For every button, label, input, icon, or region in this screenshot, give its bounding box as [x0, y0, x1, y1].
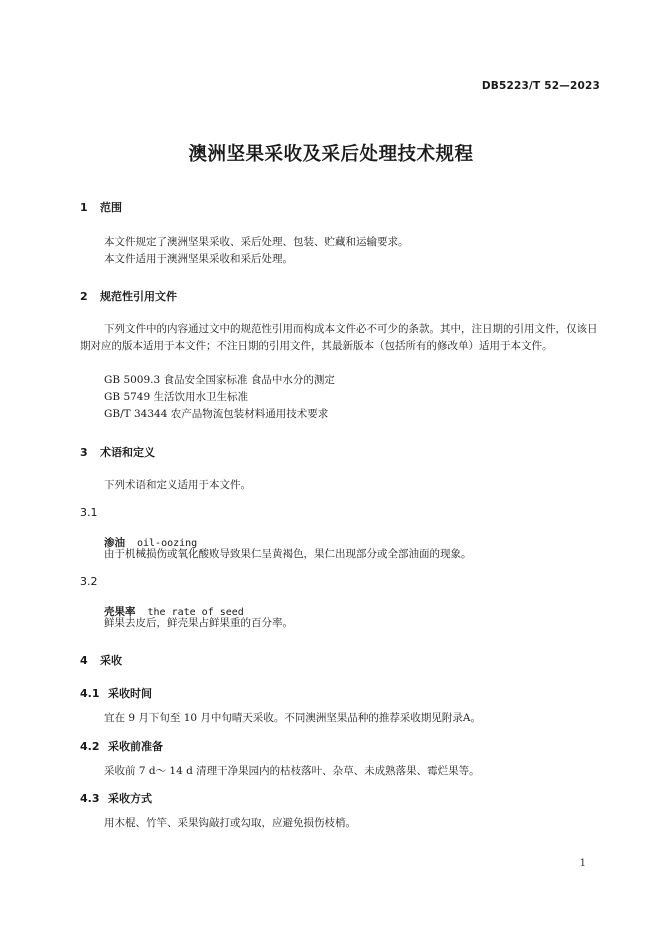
clause-4-2-number: 4.2 — [80, 740, 100, 753]
clause-4-1-title: 采收时间 — [108, 687, 152, 700]
section-3-title: 术语和定义 — [100, 446, 155, 459]
section-1-paragraph-1: 本文件规定了澳洲坚果采收、采后处理、包装、贮藏和运输要求。 — [104, 236, 409, 248]
section-3-heading — [80, 444, 155, 460]
term-3-2-number: 3.2 — [80, 575, 98, 588]
term-3-2-english: the rate of seed — [147, 607, 244, 618]
section-3-intro: 下列术语和定义适用于本文件。 — [104, 479, 251, 491]
reference-item: GB 5009.3 食品安全国家标准 食品中水分的测定 — [104, 374, 335, 386]
section-4-heading — [80, 652, 122, 668]
term-3-1-chinese: 渗油 — [104, 537, 125, 549]
clause-4-3-text: 用木棍、竹竿、采果钩敲打或勾取，应避免损伤枝梢。 — [104, 817, 356, 829]
document-code: DB5223/T 52—2023 — [481, 80, 600, 92]
section-4-title: 采收 — [100, 654, 122, 667]
section-2-title: 规范性引用文件 — [100, 290, 177, 303]
reference-item: GB/T 34344 农产品物流包装材料通用技术要求 — [104, 408, 329, 420]
document-title: 澳洲坚果采收及采后处理技术规程 — [188, 144, 474, 165]
reference-item: GB 5749 生活饮用水卫生标准 — [104, 391, 249, 403]
term-3-2-definition: 鲜果去皮后，鲜壳果占鲜果重的百分率。 — [104, 617, 293, 629]
section-1-heading — [80, 199, 122, 215]
clause-4-3-heading — [80, 790, 152, 806]
clause-4-2-title: 采收前准备 — [108, 740, 163, 753]
clause-4-3-title: 采收方式 — [108, 792, 152, 805]
clause-4-2-text: 采收前 7 d～ 14 d 清理干净果园内的枯枝落叶、杂草、未成熟落果、霉烂果等。 — [104, 765, 480, 777]
clause-4-2-heading — [80, 738, 163, 754]
term-3-1-english: oil-oozing — [137, 538, 198, 549]
section-1-title: 范围 — [100, 201, 122, 214]
page-number: 1 — [579, 858, 586, 869]
section-1-paragraph-2: 本文件适用于澳洲坚果采收和采后处理。 — [104, 253, 293, 265]
clause-4-3-number: 4.3 — [80, 792, 100, 805]
section-2-number: 2 — [80, 290, 88, 303]
section-3-number: 3 — [80, 446, 88, 459]
clause-4-1-text: 宜在 9 月下旬至 10 月中旬晴天采收。不同澳洲坚果品种的推荐采收期见附录A。 — [104, 712, 481, 724]
section-2-heading — [80, 288, 177, 304]
clause-4-1-number: 4.1 — [80, 687, 100, 700]
term-3-1-definition: 由于机械损伤或氧化酸败导致果仁呈黄褐色，果仁出现部分或全部油面的现象。 — [104, 548, 472, 560]
section-4-number: 4 — [80, 654, 88, 667]
term-3-2-chinese: 壳果率 — [104, 606, 136, 618]
section-2-intro: 下列文件中的内容通过文中的规范性引用而构成本文件必不可少的条款。其中，注日期的引用文件，仅该日期对应的版本适用于本文件；不注日期的引用文件，其最新版本（包括所有的修改单）适用于本文件。 — [80, 323, 598, 352]
section-1-number: 1 — [80, 201, 88, 214]
term-3-1-number: 3.1 — [80, 506, 98, 519]
clause-4-1-heading — [80, 685, 152, 701]
